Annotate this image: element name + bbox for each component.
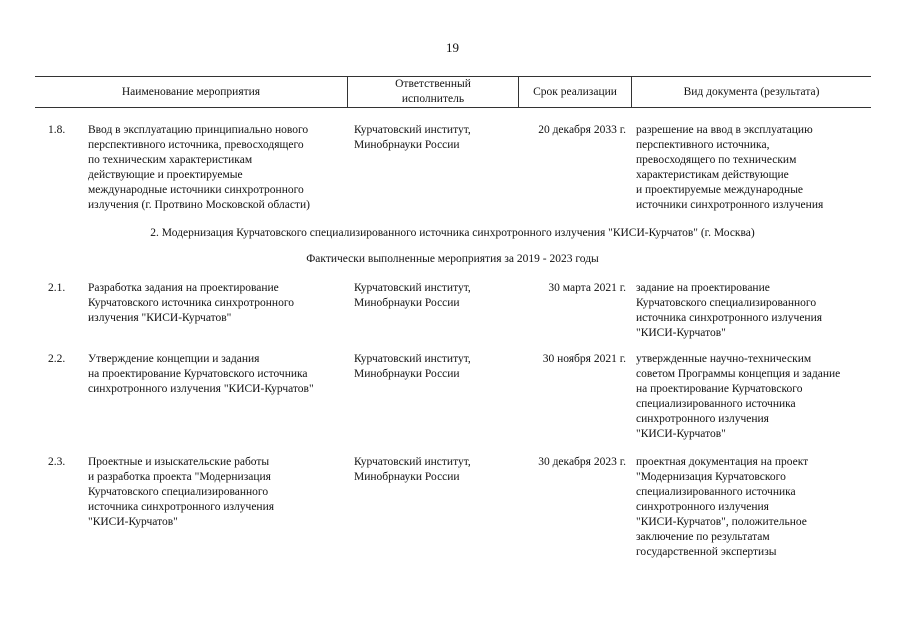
row-executor: Курчатовский институт, Минобрнауки России bbox=[354, 282, 471, 309]
row-name: Ввод в эксплуатацию принципиально нового перспективного источника, превосходящего по техническим характеристикам действующие и проектируемые международные источники синхротронного излучения (г. Протвино Московской области) bbox=[88, 124, 310, 211]
row-executor: Курчатовский институт, Минобрнауки России bbox=[354, 124, 471, 151]
header-bottom-rule bbox=[35, 107, 871, 108]
header-executor: Ответственный исполнитель bbox=[395, 78, 471, 105]
header-name: Наименование мероприятия bbox=[121, 85, 261, 98]
row-name: Проектные и изыскательские работы и разработка проекта "Модернизация Курчатовского специализированного источника синхротронного излучения "КИСИ-Курчатов" bbox=[88, 456, 275, 528]
row-number: 2.1. bbox=[48, 282, 66, 294]
row-document: задание на проектирование Курчатовского специализированного источника синхротронного излучения "КИСИ-Курчатов" bbox=[636, 282, 823, 339]
row-document: проектная документация на проект "Модернизация Курчатовского специализированного источника синхротронного излучения "КИСИ-Курчатов", положительное заключение по результатам государственной экспертизы bbox=[636, 456, 809, 558]
header-document: Вид документа (результата) bbox=[683, 85, 820, 98]
row-document: утвержденные научно-техническим советом Программы концепция и задание на проектирование Курчатовского специализированного источника синхротронного излучения "КИСИ-Курчатов" bbox=[636, 353, 841, 440]
header-deadline: Срок реализации bbox=[533, 85, 617, 98]
subsection-title: Фактически выполненные мероприятия за 2019 - 2023 годы bbox=[306, 253, 599, 265]
page-number: 19 bbox=[446, 40, 459, 55]
row-deadline: 20 декабря 2033 г. bbox=[538, 124, 626, 136]
row-number: 2.3. bbox=[48, 456, 66, 468]
row-deadline: 30 марта 2021 г. bbox=[548, 282, 626, 294]
row-number: 2.2. bbox=[48, 353, 66, 365]
row-executor: Курчатовский институт, Минобрнауки России bbox=[354, 456, 471, 483]
row-deadline: 30 декабря 2023 г. bbox=[538, 456, 626, 468]
row-document: разрешение на ввод в эксплуатацию перспективного источника, превосходящего по техническим характеристикам действующие и проектируемые международные источники синхротронного излучения bbox=[636, 124, 824, 211]
row-number: 1.8. bbox=[48, 124, 66, 136]
row-name: Разработка задания на проектирование Курчатовского источника синхротронного излучения "КИСИ-Курчатов" bbox=[88, 282, 294, 324]
row-executor: Курчатовский институт, Минобрнауки России bbox=[354, 353, 471, 380]
row-name: Утверждение концепции и задания на проектирование Курчатовского источника синхротронного излучения "КИСИ-Курчатов" bbox=[88, 353, 314, 395]
row-deadline: 30 ноября 2021 г. bbox=[542, 353, 626, 365]
section-title: 2. Модернизация Курчатовского специализированного источника синхротронного излучения "КИСИ-Курчатов" (г. Москва) bbox=[150, 227, 755, 239]
